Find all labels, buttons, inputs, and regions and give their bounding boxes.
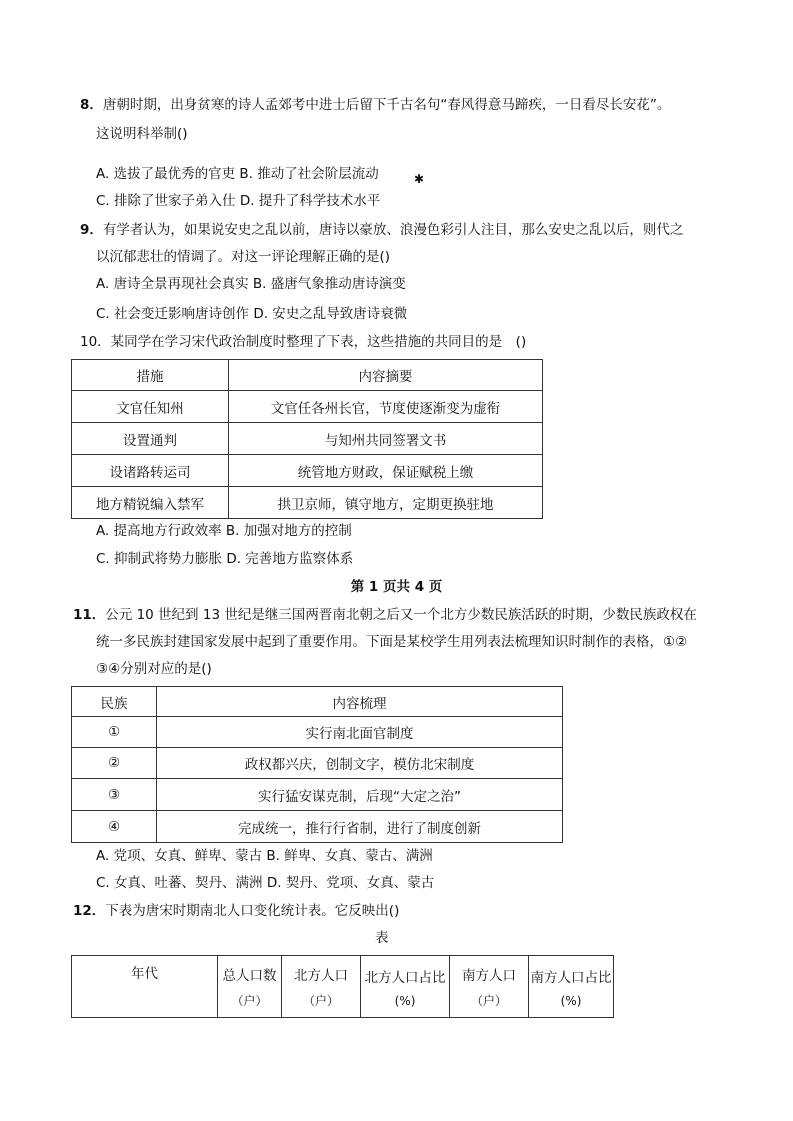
table-row — [72, 487, 543, 519]
header-top-text: 总人口数 — [222, 968, 277, 984]
q9-option-a[interactable]: A. 唐诗全景再现社会真实 — [96, 276, 249, 292]
header-top-text: 北方人口 — [294, 968, 348, 984]
table-header-cell — [218, 956, 282, 1018]
header-bottom-text: （户） — [470, 994, 507, 1008]
q11-stem: 公元 10 世纪到 13 世纪是继三国两晋南北朝之后又一个北方少数民族活跃的时期，少数民族政权在 — [105, 607, 697, 623]
table-header-cell: 措施 — [72, 360, 229, 391]
q8-stem: 唐朝时期，出身贫寒的诗人孟郊考中进士后留下千古名句“春风得意马蹄疾，一日看尽长安花”。 — [102, 97, 671, 113]
header-top-text: 年代 — [131, 966, 158, 982]
table-cell: 设置通判 — [72, 423, 229, 455]
table-cell: 实行南北面官制度 — [157, 717, 563, 748]
page-footer: 第 1 页共 4 页 — [350, 579, 443, 595]
table-cell: 政权都兴庆，创制文字，模仿北宋制度 — [157, 748, 563, 779]
q8-option-a[interactable]: A. 选拔了最优秀的官吏 — [96, 166, 236, 182]
q10-stem: 10．某同学在学习宋代政治制度时整理了下表，这些措施的共同目的是 () — [80, 334, 527, 350]
table-cell: ② — [72, 748, 157, 779]
q12-stem: 下表为唐宋时期南北人口变化统计表。它反映出() — [105, 903, 400, 919]
table-cell: 与知州共同签署文书 — [229, 423, 543, 455]
header-bottom-text: （户） — [231, 994, 268, 1008]
table-cell: 拱卫京师，镇守地方，定期更换驻地 — [229, 487, 543, 519]
q11-option-b[interactable]: B. 鲜卑、女真、蒙古、满洲 — [266, 848, 433, 864]
q11-line3: ③④分别对应的是() — [96, 661, 212, 677]
q11-option-c[interactable]: C. 女真、吐蕃、契丹、满洲 — [96, 875, 263, 891]
table-cell: 实行猛安谋克制，后现“大定之治” — [157, 779, 563, 811]
q9-line1 — [80, 221, 683, 239]
table-cell: 设诸路转运司 — [72, 455, 229, 487]
table-row — [72, 423, 543, 455]
q12-table — [71, 955, 614, 1018]
q9-number: 9． — [80, 222, 103, 238]
q9-option-d[interactable]: D. 安史之乱导致唐诗衰微 — [253, 306, 408, 322]
q11-options-row1 — [96, 847, 433, 865]
table-row — [72, 391, 543, 423]
table-cell: 地方精锐编入禁军 — [72, 487, 229, 519]
header-bottom-text: (%) — [560, 993, 582, 1008]
q10-options-row1 — [96, 522, 352, 540]
q12-line1 — [73, 902, 399, 920]
table-header-cell — [450, 956, 529, 1018]
q8-option-d[interactable]: D. 提升了科学技术水平 — [239, 193, 381, 209]
q9-options-row2 — [96, 305, 407, 323]
q10-options-row2 — [96, 550, 353, 568]
q9-line2: 以沉郁悲壮的情调了。对这一评论理解正确的是() — [96, 249, 391, 265]
q8-number: 8． — [80, 97, 103, 113]
table-header-cell: 民族 — [72, 687, 157, 717]
q9-option-b[interactable]: B. 盛唐气象推动唐诗演变 — [252, 276, 406, 292]
header-top-text: 南方人口占比 — [530, 969, 612, 986]
table-cell: ③ — [72, 779, 157, 811]
table-cell: 文官任各州长官，节度使逐渐变为虚衔 — [229, 391, 543, 423]
q11-option-a[interactable]: A. 党项、女真、鲜卑、蒙古 — [96, 848, 263, 864]
table-row — [72, 748, 563, 779]
q10-option-b[interactable]: B. 加强对地方的控制 — [225, 523, 352, 539]
table-cell: 文官任知州 — [72, 391, 229, 423]
header-bottom-text: （户） — [302, 994, 339, 1008]
q11-options-row2 — [96, 874, 434, 892]
q12-number: 12． — [73, 903, 106, 919]
q10-option-a[interactable]: A. 提高地方行政效率 — [96, 523, 222, 539]
table-cell: ① — [72, 717, 157, 748]
table-row — [72, 717, 563, 748]
q8-options-row1 — [96, 165, 379, 183]
table-header-row — [72, 687, 563, 717]
table-header-cell — [72, 956, 218, 1018]
q11-option-d[interactable]: D. 契丹、党项、女真、蒙古 — [266, 875, 435, 891]
q11-number: 11． — [73, 607, 106, 623]
table-cell: ④ — [72, 811, 157, 843]
header-top-text: 北方人口占比 — [364, 969, 446, 986]
table-cell: 统管地方财政，保证赋税上缴 — [229, 455, 543, 487]
q11-line1 — [73, 606, 697, 624]
q8-option-c[interactable]: C. 排除了世家子弟入仕 — [96, 193, 236, 209]
table-cell: 完成统一，推行行省制，进行了制度创新 — [157, 811, 563, 843]
table-header-cell — [361, 956, 450, 1018]
header-top-text: 南方人口 — [462, 968, 516, 984]
q9-options-row1 — [96, 275, 406, 293]
q10-option-d[interactable]: D. 完善地方监察体系 — [226, 551, 354, 567]
q8-options-row2 — [96, 192, 380, 210]
table-header-cell — [529, 956, 614, 1018]
table-row — [72, 779, 563, 811]
q11-table — [71, 686, 563, 843]
table-header-row — [72, 956, 614, 1018]
table-header-row — [72, 360, 543, 391]
q11-line2: 统一多民族封建国家发展中起到了重要作用。下面是某校学生用列表法梳理知识时制作的表格，①② — [96, 634, 688, 650]
table-header-cell — [282, 956, 361, 1018]
q9-stem: 有学者认为，如果说安史之乱以前，唐诗以豪放、浪漫色彩引人注目，那么安史之乱以后，则代之 — [102, 222, 684, 238]
q8-line1 — [80, 96, 670, 114]
q9-option-c[interactable]: C. 社会变迁影响唐诗创作 — [96, 306, 250, 322]
table-row — [72, 455, 543, 487]
q10-table — [71, 359, 543, 519]
header-bottom-text: (%) — [394, 993, 416, 1008]
table-row — [72, 811, 563, 843]
table-header-cell: 内容梳理 — [157, 687, 563, 717]
asterisk-icon: ✱ — [414, 172, 425, 186]
q8-line2: 这说明科举制() — [96, 126, 188, 142]
q12-table-caption: 表 — [375, 930, 389, 946]
q10-option-c[interactable]: C. 抑制武将势力膨胀 — [96, 551, 223, 567]
table-header-cell: 内容摘要 — [229, 360, 543, 391]
q8-option-b[interactable]: B. 推动了社会阶层流动 — [239, 166, 379, 182]
